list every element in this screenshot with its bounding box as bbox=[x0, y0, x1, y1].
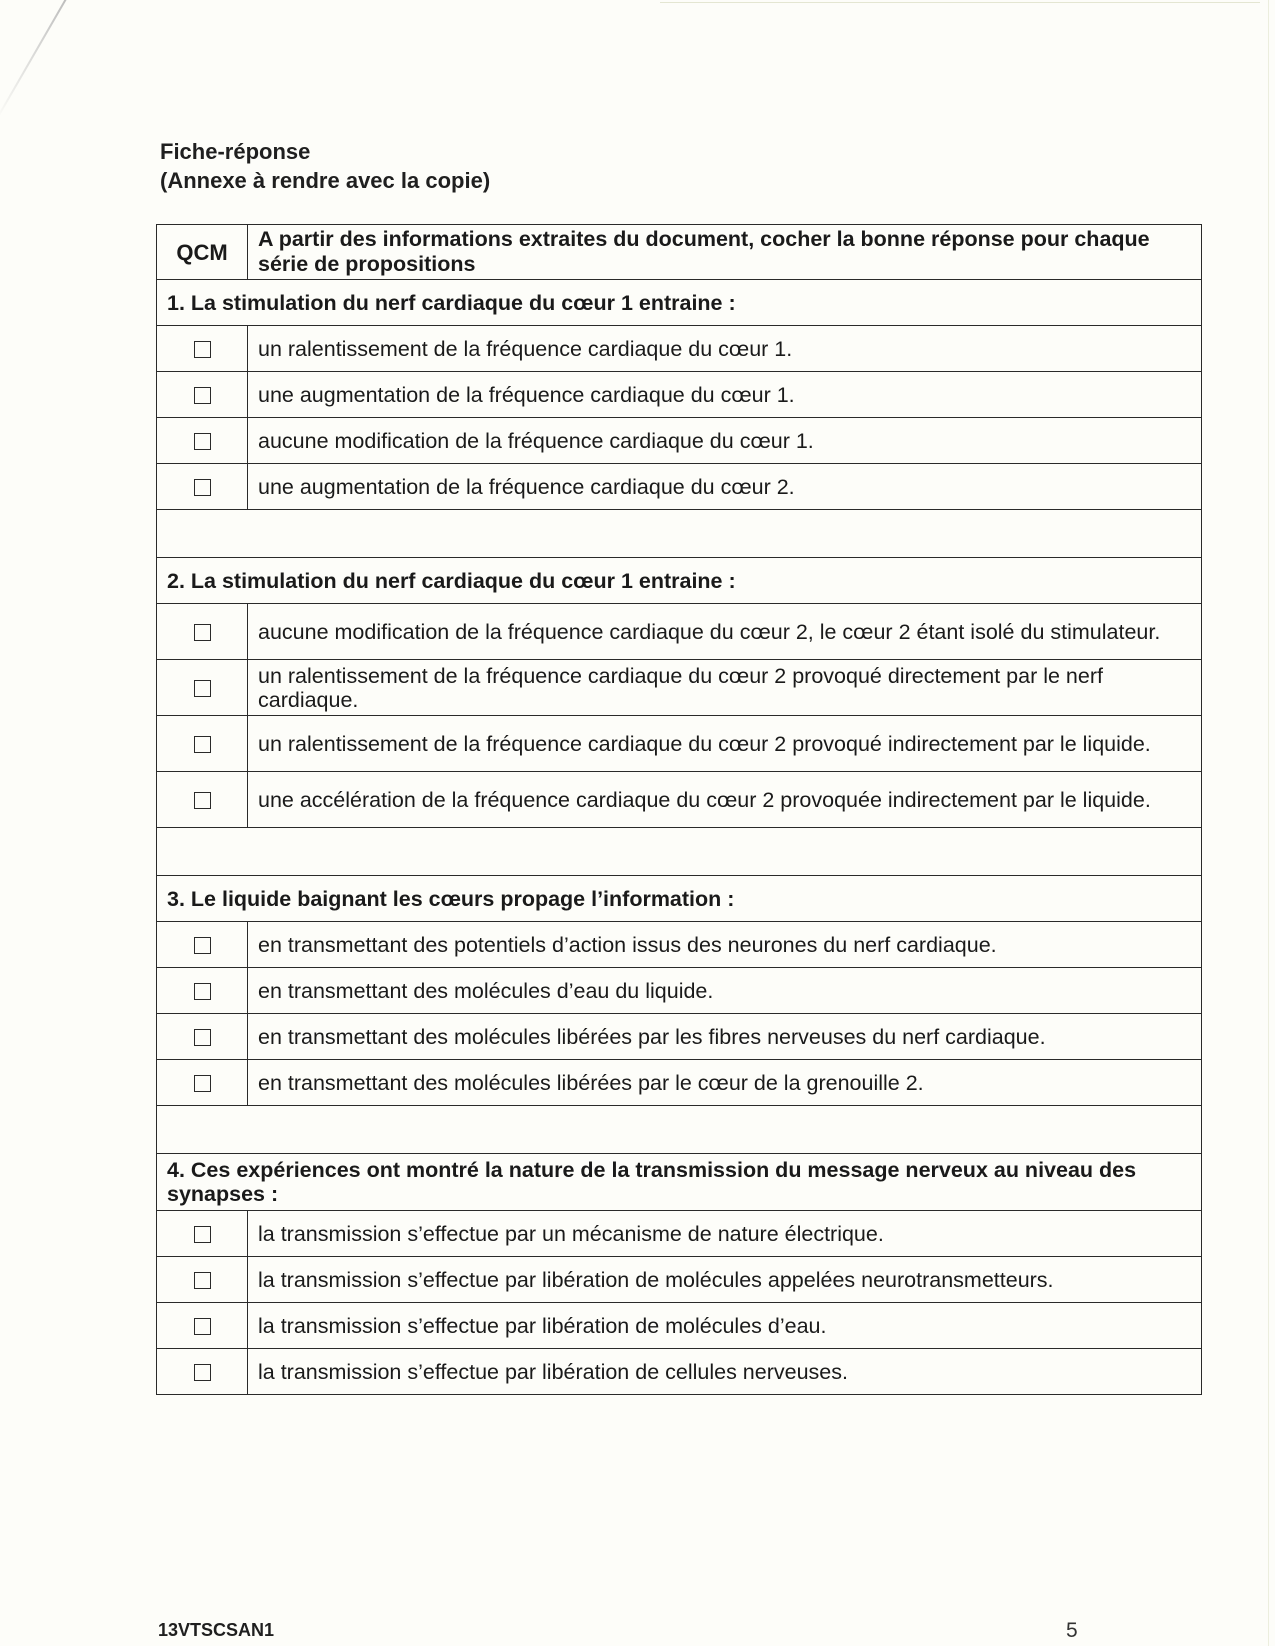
option-row bbox=[157, 326, 1202, 372]
option-row bbox=[157, 772, 1202, 828]
checkbox[interactable] bbox=[194, 341, 211, 358]
checkbox[interactable] bbox=[194, 1029, 211, 1046]
question-title: 3. Le liquide baignant les cœurs propage l’information : bbox=[157, 876, 1202, 922]
option-text: une augmentation de la fréquence cardiaque du cœur 1. bbox=[248, 372, 1202, 418]
option-row bbox=[157, 464, 1202, 510]
option-text: en transmettant des molécules libérées par les fibres nerveuses du nerf cardiaque. bbox=[248, 1014, 1202, 1060]
checkbox[interactable] bbox=[194, 387, 211, 404]
qcm-instruction: A partir des informations extraites du document, cocher la bonne réponse pour chaque série de propositions bbox=[248, 225, 1202, 280]
option-row bbox=[157, 716, 1202, 772]
question-title: 1. La stimulation du nerf cardiaque du cœur 1 entraine : bbox=[157, 280, 1202, 326]
question-row bbox=[157, 876, 1202, 922]
option-row bbox=[157, 1349, 1202, 1395]
checkbox[interactable] bbox=[194, 937, 211, 954]
option-text: un ralentissement de la fréquence cardiaque du cœur 2 provoqué directement par le nerf cardiaque. bbox=[248, 660, 1202, 716]
option-row bbox=[157, 968, 1202, 1014]
checkbox[interactable] bbox=[194, 1075, 211, 1092]
header-title: Fiche-réponse bbox=[160, 139, 311, 164]
checkbox[interactable] bbox=[194, 1364, 211, 1381]
option-row bbox=[157, 1211, 1202, 1257]
option-text: une augmentation de la fréquence cardiaque du cœur 2. bbox=[248, 464, 1202, 510]
separator-row bbox=[157, 510, 1202, 558]
option-text: un ralentissement de la fréquence cardiaque du cœur 1. bbox=[248, 326, 1202, 372]
option-text: aucune modification de la fréquence cardiaque du cœur 2, le cœur 2 étant isolé du stimulateur. bbox=[248, 604, 1202, 660]
option-row bbox=[157, 1060, 1202, 1106]
separator-row bbox=[157, 828, 1202, 876]
option-text: la transmission s’effectue par libération de molécules d’eau. bbox=[248, 1303, 1202, 1349]
page-right-edge bbox=[1268, 0, 1269, 1646]
option-text: la transmission s’effectue par libération de cellules nerveuses. bbox=[248, 1349, 1202, 1395]
checkbox[interactable] bbox=[194, 479, 211, 496]
checkbox[interactable] bbox=[194, 1226, 211, 1243]
option-row bbox=[157, 660, 1202, 716]
checkbox[interactable] bbox=[194, 1318, 211, 1335]
corner-mark bbox=[0, 0, 72, 121]
checkbox[interactable] bbox=[194, 624, 211, 641]
checkbox[interactable] bbox=[194, 983, 211, 1000]
header-subtitle: (Annexe à rendre avec la copie) bbox=[160, 168, 491, 193]
option-text: un ralentissement de la fréquence cardiaque du cœur 2 provoqué indirectement par le liquide. bbox=[248, 716, 1202, 772]
option-text: aucune modification de la fréquence cardiaque du cœur 1. bbox=[248, 418, 1202, 464]
option-row bbox=[157, 604, 1202, 660]
checkbox[interactable] bbox=[194, 1272, 211, 1289]
option-text: la transmission s’effectue par libération de molécules appelées neurotransmetteurs. bbox=[248, 1257, 1202, 1303]
table-header-row bbox=[157, 225, 1202, 280]
option-text: en transmettant des molécules libérées par le cœur de la grenouille 2. bbox=[248, 1060, 1202, 1106]
page-top-edge bbox=[660, 2, 1260, 3]
question-title: 4. Ces expériences ont montré la nature de la transmission du message nerveux au niveau des synapses : bbox=[157, 1154, 1202, 1211]
option-text: en transmettant des molécules d’eau du liquide. bbox=[248, 968, 1202, 1014]
option-row bbox=[157, 1303, 1202, 1349]
option-row bbox=[157, 1257, 1202, 1303]
option-text: une accélération de la fréquence cardiaque du cœur 2 provoquée indirectement par le liquide. bbox=[248, 772, 1202, 828]
document-code: 13VTSCSAN1 bbox=[158, 1620, 275, 1640]
option-row bbox=[157, 418, 1202, 464]
checkbox[interactable] bbox=[194, 792, 211, 809]
checkbox[interactable] bbox=[194, 680, 211, 697]
checkbox[interactable] bbox=[194, 433, 211, 450]
qcm-table bbox=[156, 224, 1202, 1395]
option-row bbox=[157, 922, 1202, 968]
header bbox=[160, 137, 490, 195]
question-row bbox=[157, 558, 1202, 604]
question-title: 2. La stimulation du nerf cardiaque du cœur 1 entraine : bbox=[157, 558, 1202, 604]
page-number: 5 bbox=[1066, 1619, 1078, 1642]
option-row bbox=[157, 372, 1202, 418]
qcm-label: QCM bbox=[157, 225, 248, 280]
question-row bbox=[157, 1154, 1202, 1211]
checkbox[interactable] bbox=[194, 736, 211, 753]
option-text: la transmission s’effectue par un mécanisme de nature électrique. bbox=[248, 1211, 1202, 1257]
option-text: en transmettant des potentiels d’action issus des neurones du nerf cardiaque. bbox=[248, 922, 1202, 968]
separator-row bbox=[157, 1106, 1202, 1154]
question-row bbox=[157, 280, 1202, 326]
option-row bbox=[157, 1014, 1202, 1060]
